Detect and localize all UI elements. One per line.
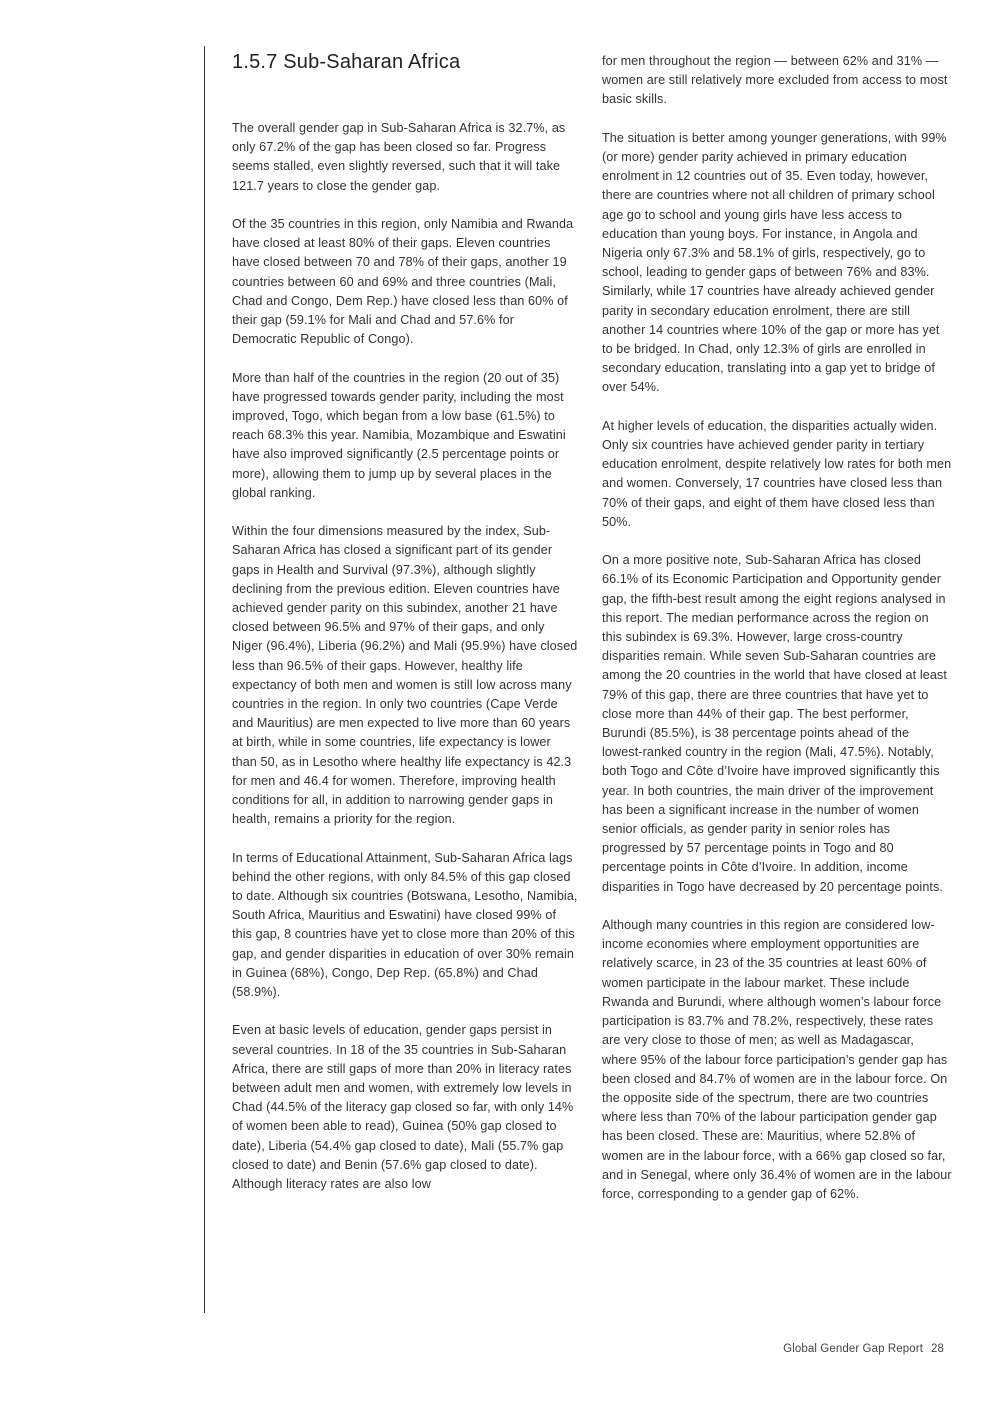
- paragraph: The overall gender gap in Sub-Saharan Africa is 32.7%, as only 67.2% of the gap has been closed so far. Progress seems stalled, even slightly reversed, such that it will take 121.7 years to close the gender gap.: [232, 121, 566, 193]
- paragraph: Within the four dimensions measured by the index, Sub-Saharan Africa has closed a significant part of its gender gaps in Health and Survival (97.3%), although slightly declining from the previous edition. Eleven countries have achieved gender parity on this subindex, another 21 have closed between 96.5% and 97% of their gaps, and only Niger (96.4%), Liberia (96.2%) and Mali (95.9%) have closed less than 96.5% of their gaps. However, healthy life expectancy of both men and women is still low across many countries in the region. In only two countries (Cape Verde and Mauritius) are men expected to live more than 60 years at birth, while in some countries, life expectancy is lower than 50, as in Lesotho where healthy life expectancy is 42.3 for men and 46.4 for women. Therefore, improving health conditions for all, in addition to narrowing gender gaps in health, remains a priority for the region.: [232, 524, 578, 827]
- paragraph: Of the 35 countries in this region, only Namibia and Rwanda have closed at least 80% of their gaps. Eleven countries have closed between 70 and 78% of their gaps, another 19 countries between 60 and 69% and three countries (Mali, Chad and Congo, Dem Rep.) have closed less than 60% of their gap (59.1% for Mali and Chad and 57.6% for Democratic Republic of Congo).: [232, 217, 574, 347]
- paragraph: On a more positive note, Sub-Saharan Africa has closed 66.1% of its Economic Participation and Opportunity gender gap, the fifth-best result among the eight regions analysed in this report. The median performance across the region on this subindex is 69.3%. However, large cross-country disparities remain. While seven Sub-Saharan countries are among the 20 countries in the world that have closed at least 79% of this gap, there are three countries that have yet to close more than 44% of their gap. The best performer, Burundi (85.5%), is 38 percentage points ahead of the lowest-ranked country in the region (Mali, 47.5%). Notably, both Togo and Côte d’Ivoire have improved significantly this year. In both countries, the main driver of the improvement has been a significant increase in the number of women senior officials, as gender parity in senior roles has progressed by 57 percentage points in Togo and 80 percentage points in Côte d’Ivoire. In addition, income disparities in Togo have decreased by 20 percentage points.: [602, 553, 947, 894]
- section-title: 1.5.7 Sub-Saharan Africa: [232, 51, 461, 73]
- paragraph: In terms of Educational Attainment, Sub-Saharan Africa lags behind the other regions, with only 84.5% of this gap closed to date. Although six countries (Botswana, Lesotho, Namibia, South Africa, Mauritius and Eswatini) have closed 99% of this gap, 8 countries have yet to close more than 20% of this gap, and gender disparities in education of over 30% remain in Guinea (68%), Congo, Dep Rep. (65.8%) and Chad (58.9%).: [232, 850, 578, 1000]
- paragraph: for men throughout the region — between 62% and 31% — women are still relatively more excluded from access to most basic skills.: [602, 54, 948, 107]
- right-column: [602, 52, 952, 1223]
- margin-rule: [204, 46, 205, 1313]
- paragraph: At higher levels of education, the disparities actually widen. Only six countries have achieved gender parity in tertiary education enrolment, despite relatively low rates for both men and women. Conversely, 17 countries have closed less than 70% of their gaps, and eight of them have closed less than 50%.: [602, 418, 952, 529]
- page-footer: [783, 1343, 944, 1355]
- page-number: 28: [931, 1343, 944, 1355]
- report-name: Global Gender Gap Report: [783, 1343, 923, 1355]
- paragraph: The situation is better among younger generations, with 99% (or more) gender parity achieved in primary education enrolment in 12 countries out of 35. Even today, however, there are countries where not all children of primary school age go to school and young girls have less access to education than young boys. For instance, in Angola and Nigeria only 67.3% and 58.1% of girls, respectively, go to school, leading to gender gaps of between 76% and 83%. Similarly, while 17 countries have already achieved gender parity in secondary education enrolment, there are still another 14 countries where 10% of the gap or more has yet to be bridged. In Chad, only 12.3% of girls are enrolled in secondary education, translating into a gap yet to bridge of over 54%.: [602, 130, 947, 395]
- paragraph: Even at basic levels of education, gender gaps persist in several countries. In 18 of the 35 countries in Sub-Saharan Africa, there are still gaps of more than 20% in literacy rates between adult men and women, with extremely low levels in Chad (44.5% of the literacy gap closed so far, with only 14% of women been able to read), Guinea (50% gap closed to date), Liberia (54.4% gap closed to date), Mali (55.7% gap closed to date) and Benin (57.6% gap closed to date). Although literacy rates are also low: [232, 1023, 574, 1192]
- paragraph: Although many countries in this region are considered low-income economies where employment opportunities are relatively scarce, in 23 of the 35 countries at least 60% of women participate in the labour market. These include Rwanda and Burundi, where although women’s labour force participation is 83.7% and 78.2%, respectively, these rates are very close to those of men; as well as Madagascar, where 95% of the labour force participation’s gender gap has been closed and 84.7% of women are in the labour force. On the opposite side of the spectrum, there are two countries where less than 70% of the labour participation gender gap has been closed. These are: Mauritius, where 52.8% of women are in the labour force, with a 66% gap closed so far, and in Senegal, where only 36.4% of women are in the labour force, corresponding to a gender gap of 62%.: [602, 918, 952, 1201]
- paragraph: More than half of the countries in the region (20 out of 35) have progressed towards gender parity, including the most improved, Togo, which began from a low base (61.5%) to reach 68.3% this year. Namibia, Mozambique and Eswatini have also improved significantly (2.5 percentage points or more), allowing them to jump up by several places in the global ranking.: [232, 370, 566, 500]
- left-column: [232, 50, 578, 1213]
